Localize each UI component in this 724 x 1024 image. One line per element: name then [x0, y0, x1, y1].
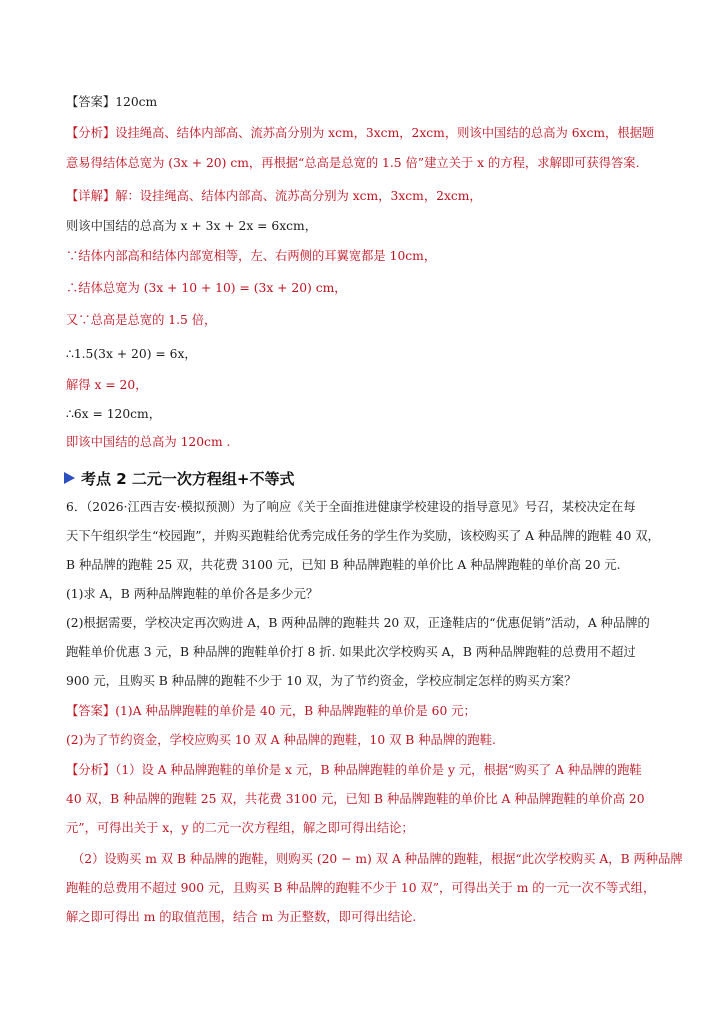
text-line-analysis-6b: 40 双，B 种品牌的跑鞋 25 双，共花费 3100 元，已知 B 种品牌跑鞋的单价比 A 种品牌跑鞋的单价高 20: [66, 792, 645, 806]
text-line-analysis-1a: 【分析】设挂绳高、结体内部高、流苏高分别为 xcm，3xcm，2xcm，则该中国结的总高为 6xcm，根据题: [66, 126, 655, 140]
text-line-detail-1a: 【详解】解：设挂绳高、结体内部高、流苏高分别为 xcm，3xcm，2xcm，: [66, 189, 482, 203]
text-line-answer-6b: (2)为了节约资金，学校应购买 10 双 A 种品牌的跑鞋，10 双 B 种品牌的跑鞋.: [66, 733, 496, 747]
section-heading-text: 考点 2 二元一次方程组+不等式: [81, 469, 295, 488]
text-line-detail-1b: 则该中国结的总高为 x + 3x + 2x = 6xcm，: [66, 219, 317, 233]
text-line-analysis-6f: 解之即可得出 m 的取值范围，结合 m 为正整数，即可得出结论.: [66, 910, 417, 924]
text-line-analysis-6c: 元”，可得出关于 x，y 的二元一次方程组，解之即可得出结论；: [66, 821, 414, 835]
text-line-q6-2: 天下午组织学生“校园跑”，并购买跑鞋给优秀完成任务的学生作为奖励，该校购买了 A 种品牌的跑鞋 40 双，: [66, 529, 660, 543]
text-line-q6-6: 跑鞋单价优惠 3 元，B 种品牌的跑鞋单价打 8 折. 如果此次学校购买 A，B 两种品牌跑鞋的总费用不超过: [66, 645, 636, 659]
text-line-detail-1i: 即该中国结的总高为 120cm .: [66, 435, 231, 449]
triangle-bullet-icon: [64, 472, 75, 484]
text-line-analysis-6d: （2）设购买 m 双 B 种品牌的跑鞋，则购买 (20 − m) 双 A 种品牌的跑鞋，根据“此次学校购买 A，B 两种品牌: [72, 852, 683, 866]
text-line-answer-6a: 【答案】(1)A 种品牌跑鞋的单价是 40 元，B 种品牌跑鞋的单价是 60 元；: [66, 704, 476, 718]
text-line-analysis-1b: 意易得结体总宽为 (3x + 20) cm，再根据“总高是总宽的 1.5 倍”建立关于 x 的方程，求解即可获得答案.: [66, 156, 640, 170]
section-heading: [64, 468, 294, 488]
text-line-detail-1g: 解得 x = 20，: [66, 378, 148, 392]
text-line-detail-1e: 又∵总高是总宽的 1.5 倍，: [66, 313, 217, 327]
text-line-analysis-6a: 【分析】（1）设 A 种品牌跑鞋的单价是 x 元，B 种品牌跑鞋的单价是 y 元，根据“购买了 A 种品牌的跑鞋: [66, 763, 642, 777]
text-line-q6-4: (1)求 A，B 两种品牌跑鞋的单价各是多少元？: [66, 587, 319, 601]
text-line-q6-1: 6．（2026·江西吉安·模拟预测）为了响应《关于全面推进健康学校建设的指导意见》号召，某校决定在每: [66, 500, 636, 514]
text-line-detail-1h: ∴6x = 120cm，: [66, 407, 162, 421]
text-line-detail-1f: ∴1.5(3x + 20) = 6x，: [66, 347, 197, 361]
text-line-q6-7: 900 元，且购买 B 种品牌的跑鞋不少于 10 双，为了节约资金，学校应制定怎样的购买方案？: [66, 674, 577, 688]
text-line-analysis-6e: 跑鞋的总费用不超过 900 元，且购买 B 种品牌的跑鞋不少于 10 双”，可得出关于 m 的一元一次不等式组，: [66, 881, 656, 895]
text-line-detail-1d: ∴结体总宽为 (3x + 10 + 10) = (3x + 20) cm，: [66, 281, 347, 295]
text-line-q6-3: B 种品牌的跑鞋 25 双，共花费 3100 元，已知 B 种品牌跑鞋的单价比 A 种品牌跑鞋的单价高 20 元.: [66, 558, 621, 572]
text-line-answer-1: 【答案】120cm: [66, 95, 158, 109]
text-line-q6-5: (2)根据需要，学校决定再次购进 A，B 两种品牌的跑鞋共 20 双，正逢鞋店的“优惠促销”活动，A 种品牌的: [66, 616, 650, 630]
text-line-detail-1c: ∵结体内部高和结体内部宽相等，左、右两侧的耳翼宽都是 10cm，: [66, 249, 437, 263]
